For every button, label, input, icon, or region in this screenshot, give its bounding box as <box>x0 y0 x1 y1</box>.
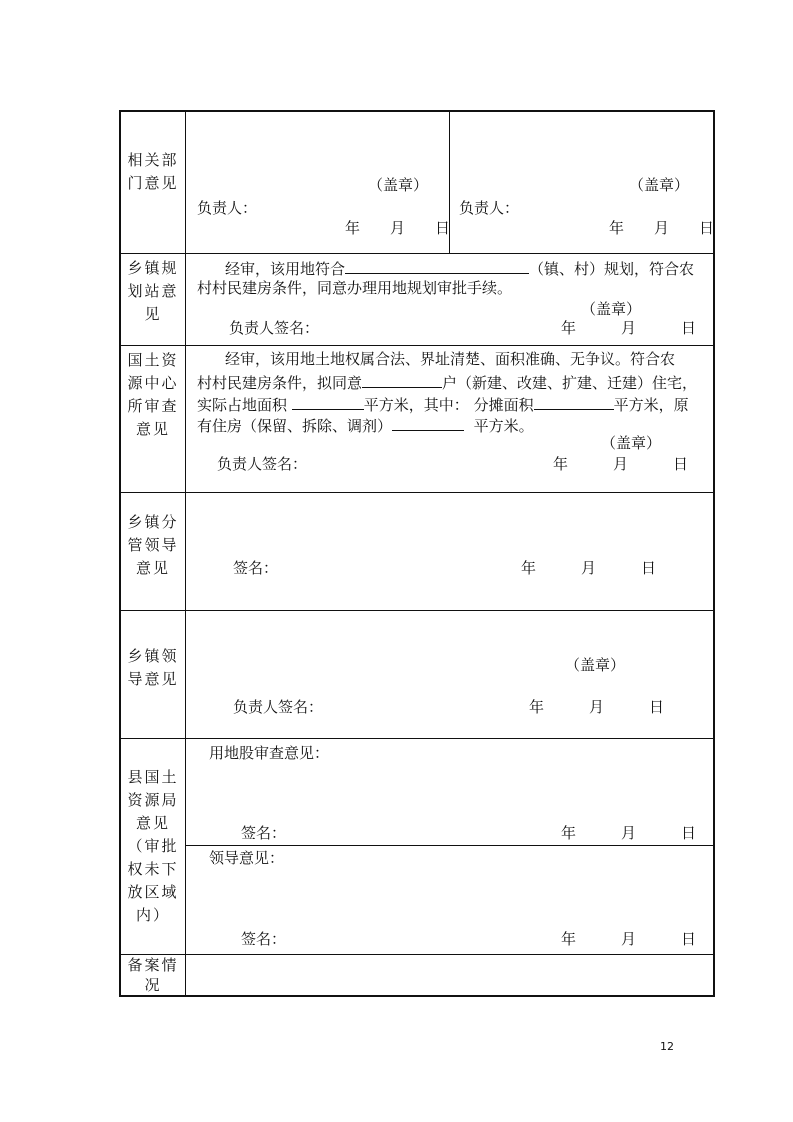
land-opinion-line2 <box>197 371 697 393</box>
row-label-county: 县国土资源局意见（审批权未下放区域内） <box>127 768 179 924</box>
row-label-township-leader: 乡镇分管领导意见 <box>127 513 179 577</box>
land-text: 分摊面积 <box>473 396 534 414</box>
row-label-record: 备案情况 <box>127 956 179 994</box>
signer-label: 负责人签名： <box>217 455 308 473</box>
page-number: 12 <box>660 1040 674 1053</box>
planning-text: （镇、村）规划，符合农 <box>529 260 695 278</box>
blank-line <box>362 371 442 388</box>
row-label-land-center: 国土资源中心所审查意见 <box>127 351 179 438</box>
blank-line <box>392 414 464 431</box>
seal-mark: （盖章） <box>581 300 642 318</box>
responsible-person-label: 负责人： <box>197 199 258 217</box>
signer-label: 负责人签名： <box>233 698 324 716</box>
seal-mark: （盖章） <box>368 176 429 194</box>
row-divider <box>121 738 715 739</box>
land-text: 村村民建房条件，拟同意 <box>197 374 363 392</box>
date-field: 年 月 日 <box>521 559 657 577</box>
leader-opinion-label: 领导意见： <box>209 849 285 867</box>
date-field: 年 月 日 <box>561 319 697 337</box>
seal-mark: （盖章） <box>565 656 626 674</box>
date-field: 年 月 日 <box>345 219 451 237</box>
land-text: 平方米，原 <box>613 396 689 414</box>
planning-text: 经审，该用地符合 <box>225 260 346 278</box>
date-field: 年 月 日 <box>553 455 689 473</box>
land-text: 有住房（保留、拆除、调剂） <box>197 417 393 435</box>
responsible-person-label: 负责人： <box>459 199 520 217</box>
blank-line <box>534 393 614 410</box>
row-label-planning: 乡镇规划站意见 <box>127 259 179 323</box>
approval-form-table <box>119 110 715 997</box>
signer-label: 签名： <box>241 824 287 842</box>
signer-label: 签名： <box>241 930 287 948</box>
sub-row-divider <box>185 845 715 846</box>
seal-mark: （盖章） <box>601 434 662 452</box>
date-field: 年 月 日 <box>609 219 715 237</box>
row-divider <box>121 610 715 611</box>
row-divider <box>121 345 715 346</box>
land-text: 平方米。 <box>473 417 534 435</box>
row-label-related: 相关部门意见 <box>127 151 179 192</box>
row-label-township: 乡镇领导意见 <box>127 647 179 688</box>
date-field: 年 月 日 <box>529 698 665 716</box>
land-opinion-line1: 经审，该用地土地权属合法、界址清楚、面积准确、无争议。符合农 <box>225 350 676 368</box>
row-divider <box>121 954 715 955</box>
land-opinion-line4 <box>197 414 534 436</box>
land-text: 户（新建、改建、扩建、迁建）住宅， <box>442 374 698 392</box>
planning-opinion-line2: 村村民建房条件，同意办理用地规划审批手续。 <box>197 279 513 297</box>
blank-line <box>345 257 529 274</box>
planning-opinion-line1 <box>225 257 694 279</box>
land-dept-opinion-label: 用地股审查意见： <box>209 744 330 762</box>
signer-label: 负责人签名： <box>229 319 320 337</box>
signer-label: 签名： <box>233 559 279 577</box>
seal-mark: （盖章） <box>629 176 690 194</box>
row-divider <box>121 492 715 493</box>
blank-line <box>292 393 364 410</box>
row-divider <box>121 253 715 254</box>
land-text: 平方米，其中： <box>363 396 469 414</box>
land-text: 实际占地面积 <box>197 396 288 414</box>
column-divider <box>185 112 186 997</box>
date-field: 年 月 日 <box>561 824 697 842</box>
land-opinion-line3 <box>197 393 689 415</box>
date-field: 年 月 日 <box>561 930 697 948</box>
